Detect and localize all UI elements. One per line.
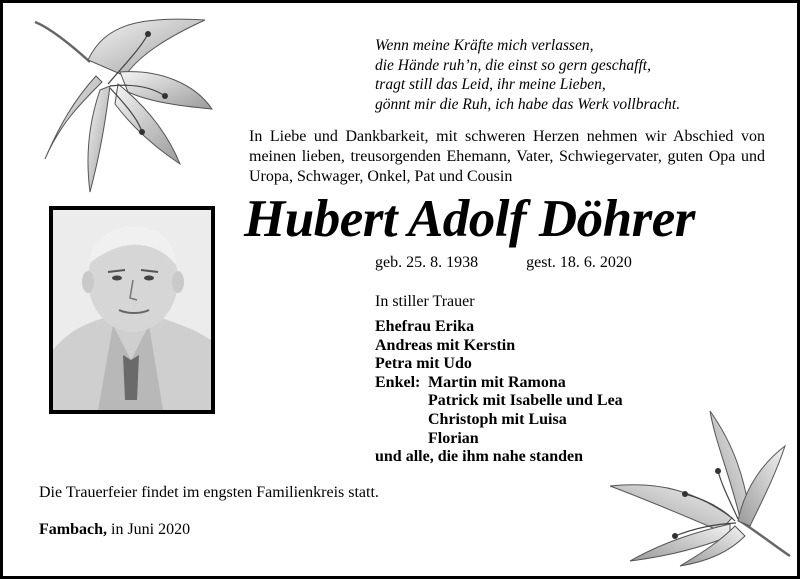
- service-note: Die Trauerfeier findet im engsten Familienkreis statt.: [39, 484, 379, 501]
- place-town: Fambach,: [39, 521, 107, 538]
- portrait-image: [53, 210, 211, 410]
- place-date: [39, 521, 190, 539]
- grandchild-line: Patrick mit Isabelle und Lea: [428, 392, 623, 410]
- grandchild-line: Florian: [428, 429, 479, 447]
- deceased-name: Hubert Adolf Döhrer: [244, 190, 695, 248]
- intro-text: In Liebe und Dankbarkeit, mit schweren Herzen nehmen wir Abschied von meinen lieben, treusorgenden Ehemann, Vater, Schwiegervater, guten Opa und Uropa, Schwager, Onkel, Pat und Cousin: [249, 128, 765, 185]
- poem-line: Wenn meine Kräfte mich verlassen,: [375, 37, 594, 54]
- mourning-label: In stiller Trauer: [375, 293, 475, 310]
- death-date: gest. 18. 6. 2020: [526, 254, 632, 271]
- grandchild-line: Martin mit Ramona: [428, 373, 566, 391]
- portrait-photo: [49, 206, 215, 414]
- poem: [375, 36, 775, 114]
- mourner-line: Petra mit Udo: [375, 355, 472, 373]
- poem-line: tragt still das Leid, ihr meine Lieben,: [375, 76, 606, 93]
- grandchildren-block: [375, 374, 623, 448]
- mourner-line: Andreas mit Kerstin: [375, 336, 516, 354]
- grandchildren-label: Enkel:: [375, 373, 421, 391]
- grandchild-line: Christoph mit Luisa: [428, 410, 567, 428]
- grandchildren-list: [428, 374, 623, 448]
- place-date-text: in Juni 2020: [111, 521, 191, 538]
- mourner-line: Ehefrau Erika: [375, 318, 475, 335]
- life-dates: [375, 254, 632, 272]
- poem-line: die Hände ruh’n, die einst so gern geschafft,: [375, 56, 651, 74]
- lily-top-illustration: [30, 14, 230, 199]
- lily-bottom-illustration: [600, 406, 795, 571]
- mourners-list: [375, 318, 623, 467]
- mourners-closing: und alle, die ihm nahe standen: [375, 448, 584, 466]
- poem-line: gönnt mir die Ruh, ich habe das Werk vollbracht.: [375, 95, 681, 113]
- birth-date: geb. 25. 8. 1938: [375, 254, 479, 271]
